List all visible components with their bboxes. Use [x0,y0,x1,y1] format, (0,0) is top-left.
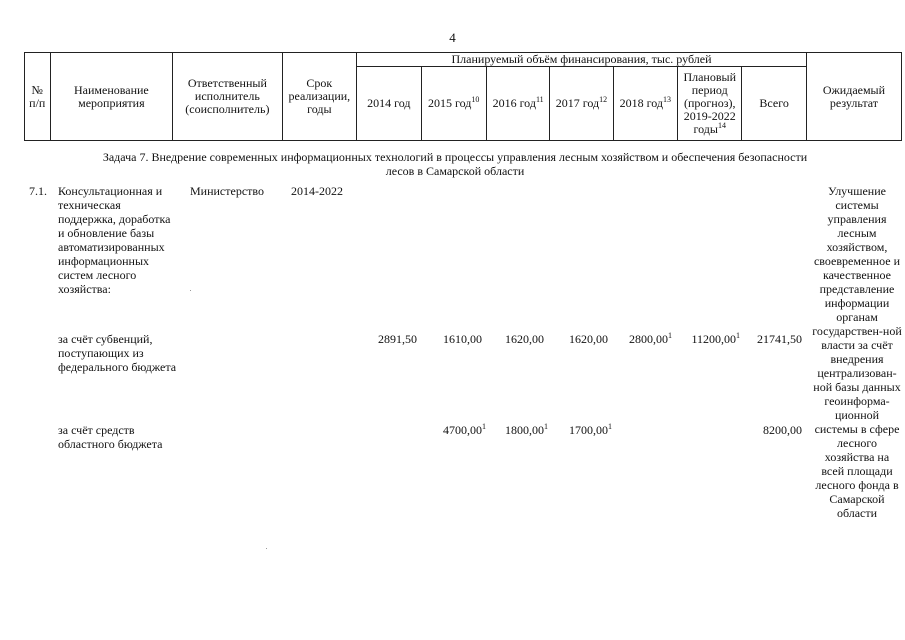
year-2014-header: 2014 год [357,67,421,141]
col-name-header: Наименование мероприятия [50,53,173,141]
col-result-header: Ожидаемый результат [806,53,901,141]
regional-budget-label: за счёт средств областного бюджета [58,423,163,451]
scan-speck [266,548,267,549]
year-2016-header: 2016 год$^{11}$ [486,67,549,141]
table-header [24,52,902,141]
sub1-total-value: 21741,50 [757,332,802,346]
term: 2014-2022 [291,184,343,198]
sub1-2015-value: 1610,00 [443,332,482,346]
sub2-2016-value: 1800,00$^1$ [505,422,548,437]
sub1-2014-value: 2891,50 [378,332,417,346]
sub1-2016-value: 1620,00 [505,332,544,346]
row-number: 7.1. [29,184,47,198]
year-2017-header: 2017 год$^{12}$ [550,67,613,141]
task-title: Задача 7. Внедрение современных информационных технологий в процессы управления лесным хозяйством и обеспечения безопасности лесов в Самарской области [102,150,808,178]
funding-header: Планируемый объём финансирования, тыс. рублей [357,53,807,67]
sub1-plan-value: 11200,00$^1$ [691,331,740,346]
plan-period-header: Плановый период (прогноз), 2019-2022 годы$^{14}$ [678,67,742,141]
sub2-total-value: 8200,00 [763,423,802,437]
sub1-2018-value: 2800,00$^1$ [629,331,672,346]
year-2018-header: 2018 год$^{13}$ [613,67,677,141]
scan-speck [190,290,191,291]
executor: Министерство [190,184,264,198]
sub1-2017-value: 1620,00 [569,332,608,346]
sub2-2015-value: 4700,00$^1$ [443,422,486,437]
total-header: Всего [742,67,806,141]
sub2-2017-value: 1700,00$^1$ [569,422,612,437]
col-number-header: № п/п [25,53,51,141]
expected-result: Улучшение системы управления лесным хозяйством, своевременное и качественное представление информации органам государствен-ной власти за счёт внедрения централизован-ной базы данных геоинформа-ционной системы в сфере лесного хозяйства на всей площади лесного фонда в Самарской области [812,184,902,520]
col-executor-header: Ответственный исполнитель (соисполнитель) [173,53,282,141]
activity-name: Консультационная и техническая поддержка, доработка и обновление базы автоматизированных информационных систем лесного хозяйства: [58,184,171,296]
year-2015-header: 2015 год$^{10}$ [421,67,486,141]
page-number: 4 [449,30,456,45]
col-term-header: Срок реализации, годы [282,53,357,141]
subvention-label: за счёт субвенций, поступающих из федерального бюджета [58,332,177,374]
